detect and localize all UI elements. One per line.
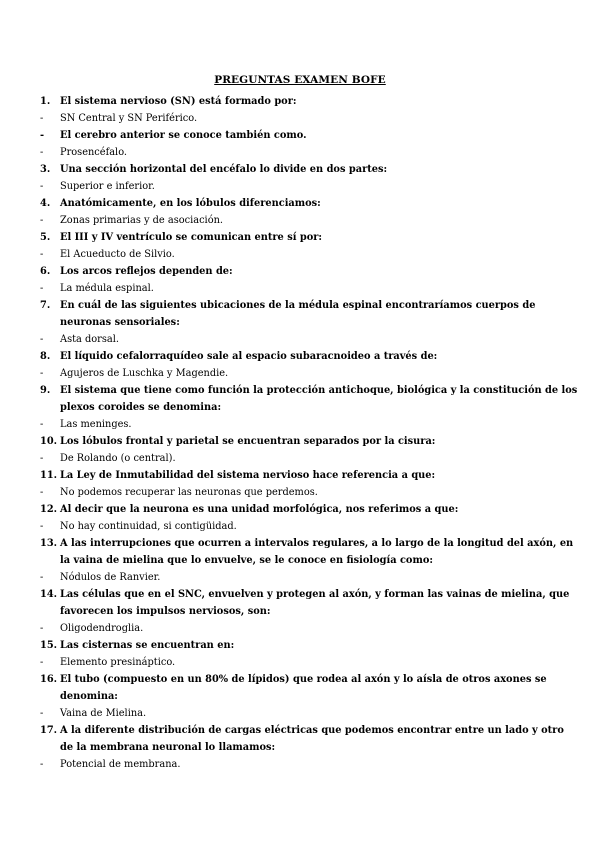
answer-marker: -	[40, 487, 44, 498]
answer-text: Prosencéfalo.	[60, 147, 128, 158]
question-number: 11.	[40, 470, 58, 481]
question-number: 3.	[40, 164, 51, 175]
answer-text: Superior e inferior.	[60, 181, 155, 192]
answer	[40, 178, 580, 195]
question-text: El sistema nervioso (SN) está formado por:	[60, 96, 297, 107]
answer	[40, 246, 580, 263]
question-number: 17.	[40, 725, 58, 736]
question-number: 14.	[40, 589, 58, 600]
answer-text: Agujeros de Luschka y Magendie.	[60, 368, 229, 379]
answer-marker: -	[40, 759, 44, 770]
answer-text: Asta dorsal.	[60, 334, 119, 345]
question-number: 9.	[40, 385, 51, 396]
question	[40, 637, 580, 654]
answer-marker: -	[40, 521, 44, 532]
question	[40, 195, 580, 212]
question-text: Una sección horizontal del encéfalo lo divide en dos partes:	[60, 164, 388, 175]
answer-text: SN Central y SN Periférico.	[60, 113, 198, 124]
answer	[40, 484, 580, 501]
question-number: 15.	[40, 640, 58, 651]
question-number: 16.	[40, 674, 58, 685]
answer-marker: -	[40, 572, 44, 583]
question-text: Al decir que la neurona es una unidad morfológica, nos referimos a que:	[60, 504, 459, 515]
question-text: El líquido cefalorraquídeo sale al espacio subaracnoideo a través de:	[60, 351, 438, 362]
question	[40, 93, 580, 110]
answer	[40, 416, 580, 433]
answer	[40, 518, 580, 535]
answer-marker: -	[40, 215, 44, 226]
question-text: Las células que en el SNC, envuelven y protegen al axón, y forman las vainas de mielina, que favorecen los impulsos nerviosos, son:	[60, 589, 570, 617]
answer	[40, 331, 580, 348]
question	[40, 467, 580, 484]
question	[40, 671, 580, 705]
answer-text: Las meninges.	[60, 419, 132, 430]
question-number: 10.	[40, 436, 58, 447]
answer	[40, 705, 580, 722]
question-number: 7.	[40, 300, 51, 311]
question-text: El III y IV ventrículo se comunican entre sí por:	[60, 232, 323, 243]
document-title: PREGUNTAS EXAMEN BOFE	[214, 74, 386, 86]
question-text: El cerebro anterior se conoce también como.	[60, 130, 307, 141]
question	[40, 501, 580, 518]
answer-marker: -	[40, 113, 44, 124]
question-text: Las cisternas se encuentran en:	[60, 640, 235, 651]
question-number: -	[40, 130, 45, 141]
answer	[40, 212, 580, 229]
answer-text: El Acueducto de Silvio.	[60, 249, 175, 260]
question-list	[40, 93, 580, 773]
answer-text: No podemos recuperar las neuronas que perdemos.	[60, 487, 318, 498]
answer	[40, 280, 580, 297]
question-text: La Ley de Inmutabilidad del sistema nervioso hace referencia a que:	[60, 470, 436, 481]
answer-marker: -	[40, 249, 44, 260]
question	[40, 586, 580, 620]
answer-marker: -	[40, 181, 44, 192]
answer	[40, 450, 580, 467]
question	[40, 297, 580, 331]
question-text: Anatómicamente, en los lóbulos diferenciamos:	[60, 198, 321, 209]
answer	[40, 654, 580, 671]
question-text: A la diferente distribución de cargas eléctricas que podemos encontrar entre un lado y otro de la membrana neuronal lo llamamos:	[60, 725, 564, 753]
question-text: El tubo (compuesto en un 80% de lípidos) que rodea al axón y lo aísla de otros axones se denomina:	[60, 674, 547, 702]
answer-text: Oligodendroglia.	[60, 623, 144, 634]
question	[40, 348, 580, 365]
question-number: 5.	[40, 232, 51, 243]
question	[40, 382, 580, 416]
answer-text: No hay continuidad, si contigüidad.	[60, 521, 237, 532]
question	[40, 433, 580, 450]
answer-marker: -	[40, 419, 44, 430]
question-text: A las interrupciones que ocurren a intervalos regulares, a lo largo de la longitud del axón, en la vaina de mielina que lo envuelve, se le conoce en fisiología como:	[60, 538, 574, 566]
answer-marker: -	[40, 283, 44, 294]
answer-marker: -	[40, 623, 44, 634]
answer	[40, 144, 580, 161]
question-number: 6.	[40, 266, 51, 277]
question	[40, 127, 580, 144]
question-number: 4.	[40, 198, 51, 209]
answer-marker: -	[40, 453, 44, 464]
question-text: Los lóbulos frontal y parietal se encuentran separados por la cisura:	[60, 436, 436, 447]
answer-marker: -	[40, 708, 44, 719]
question-text: Los arcos reflejos dependen de:	[60, 266, 233, 277]
answer	[40, 569, 580, 586]
answer-marker: -	[40, 368, 44, 379]
question	[40, 263, 580, 280]
question-number: 12.	[40, 504, 58, 515]
question-number: 8.	[40, 351, 51, 362]
question	[40, 161, 580, 178]
answer	[40, 620, 580, 637]
question-text: El sistema que tiene como función la protección antichoque, biológica y la constitución de los plexos coroides se denomina:	[60, 385, 578, 413]
answer-text: Potencial de membrana.	[60, 759, 181, 770]
answer	[40, 110, 580, 127]
question	[40, 722, 580, 756]
answer	[40, 365, 580, 382]
question	[40, 229, 580, 246]
answer-text: La médula espinal.	[60, 283, 154, 294]
answer-text: De Rolando (o central).	[60, 453, 176, 464]
answer-text: Elemento presináptico.	[60, 657, 176, 668]
answer-text: Zonas primarias y de asociación.	[60, 215, 224, 226]
question-number: 13.	[40, 538, 58, 549]
answer-text: Vaina de Mielina.	[60, 708, 147, 719]
question	[40, 535, 580, 569]
answer-marker: -	[40, 334, 44, 345]
question-number: 1.	[40, 96, 51, 107]
question-text: En cuál de las siguientes ubicaciones de la médula espinal encontraríamos cuerpos de neuronas sensoriales:	[60, 300, 536, 328]
answer-marker: -	[40, 657, 44, 668]
answer-marker: -	[40, 147, 44, 158]
answer-text: Nódulos de Ranvier.	[60, 572, 161, 583]
answer	[40, 756, 580, 773]
